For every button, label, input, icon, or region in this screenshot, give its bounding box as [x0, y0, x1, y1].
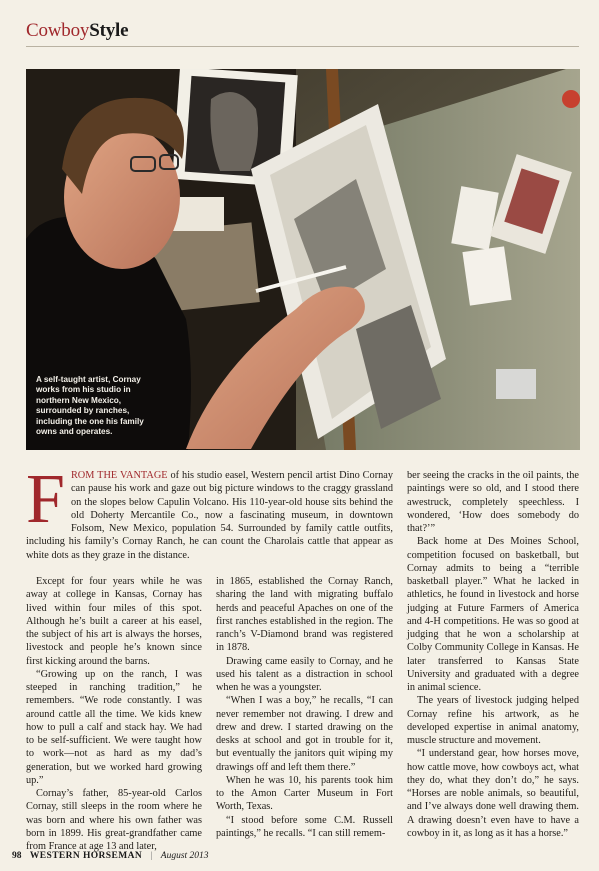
paragraph: in 1865, established the Cornay Ranch, sharing the land with migrating buffalo herds and peaceful Apaches on one of the first ranches established in the region. The ranch’s V-Diamond brand was registered in 1878.	[216, 576, 393, 654]
column-3	[407, 469, 579, 840]
paragraph: Cornay’s father, 85-year-old Carlos Cornay, still sleeps in the room where he was born and where his own father was born in 1899. His great-grandfather came from France at age 13 and later,	[26, 788, 202, 852]
section-title-cowboy: Cowboy	[26, 20, 90, 41]
magazine-name: WESTERN HORSEMAN	[29, 851, 143, 861]
feature-photo	[26, 69, 580, 450]
lead-smallcaps: ROM THE VANTAGE	[70, 470, 168, 481]
paragraph: “Growing up on the ranch, I was steeped in ranching tradition,” he remembers. “We rode constantly. I was around cattle all the time. We kids knew how to pull a calf and stack hay. We had to be self-sufficient. We were taught how to work—not as hard as my dad’s generation, but we worked hard growing up.”	[26, 668, 202, 786]
paragraph: Except for four years while he was away at college in Kansas, Cornay has lived within four miles of this spot. Although he’s built a career at his easel, the subject of his art is always the horses, livestock and people he’s known since first kicking around the barns.	[26, 576, 202, 667]
paragraph: When he was 10, his parents took him to the Amon Carter Museum in Fort Worth, Texas.	[216, 774, 393, 813]
paragraph: Back home at Des Moines School, competition focused on basketball, but Cornay admits to being a “terrible basketball player.” What he lacked in athletics, he found in livestock and horse judging at Future Farmers of America and 4-H competitions. He was so good at judging that he won a scholarship at Colby Community College in Kansas. He later transferred to Kansas State University and graduated with a degree in animal science.	[407, 536, 579, 693]
page-number: 98	[12, 851, 22, 861]
column-2	[216, 575, 393, 840]
paragraph: ber seeing the cracks in the oil paints, the paintings were so old, and I stood there awestruck, completely speechless. I wondered, ‘How does somebody do that?’”	[407, 470, 579, 534]
page-footer	[12, 851, 209, 861]
photo-caption: A self-taught artist, Cornay works from his studio in northern New Mexico, surrounded by ranches, including the one his family owns and operates.	[36, 375, 144, 437]
column-1	[26, 575, 202, 853]
paragraph: The years of livestock judging helped Cornay refine his artwork, as he developed expertise in animal anatomy, muscle structure and movement.	[407, 695, 579, 746]
paragraph: Drawing came easily to Cornay, and he used his talent as a distraction in school when he was a youngster.	[216, 655, 393, 693]
paragraph: “When I was a boy,” he recalls, “I can never remember not drawing. I drew and drew and drew. I started drawing on the desks at school and got in trouble for it, but eventually the janitors quit wiping my drawings off and left them there.”	[216, 695, 393, 773]
issue-date: August 2013	[160, 851, 209, 861]
drop-cap: F	[26, 461, 65, 538]
lead-paragraph	[26, 461, 393, 562]
paragraph: “I stood before some C.M. Russell paintings,” he recalls. “I can still remem-	[216, 814, 393, 839]
footer-separator: |	[150, 851, 153, 861]
section-header	[26, 20, 128, 42]
section-title-style: Style	[89, 20, 129, 41]
header-rule	[26, 46, 579, 47]
lead-text: of his studio easel, Western pencil artist Dino Cornay can pause his work and gaze out big picture windows to the craggy grassland on the slopes below Capulin Volcano. His 110-year-old house sits behind the old Doherty Mercantile Co., now a fascinating museum, in downtown Folsom, New Mexico, population 54. Surrounded by family cattle outfits, including his family’s Cornay Ranch, he can count the Charolais cattle that appear as white dots as they graze in the distance.	[26, 470, 393, 561]
paragraph: “I understand gear, how horses move, how cattle move, how cowboys act, what they do, what they don’t do,” he says. “Horses are noble animals, so beautiful, and I’ve always done well drawing them. A drawing doesn’t even have to have a cowboy in it, as long as it has a horse.”	[407, 748, 579, 839]
